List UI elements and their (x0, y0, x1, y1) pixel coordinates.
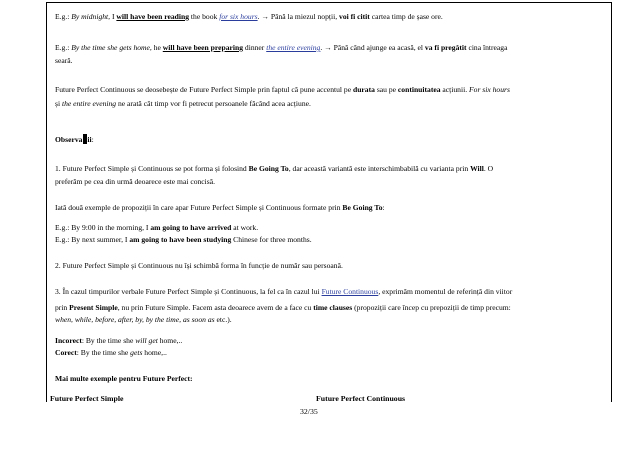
note-3-line-1 (55, 285, 605, 298)
text: și (55, 99, 62, 108)
text: I (110, 12, 117, 21)
future-continuous-link[interactable]: Future Continuous (321, 287, 379, 296)
text: home,.. (142, 348, 167, 357)
translation-verb: voi fi citit (339, 12, 370, 21)
section-heading-observatii (55, 133, 605, 146)
text: E.g.: By next summer, I (55, 235, 130, 244)
text: (propoziții care încep cu prepoziții de timp precum: (352, 303, 511, 312)
page-number: 32/35 (300, 407, 318, 416)
text: E.g.: (55, 43, 72, 52)
more-examples-heading (55, 372, 605, 385)
text: , exprimăm momentul de referință din viitor (378, 287, 513, 296)
verb-phrase: will have been reading (116, 12, 190, 21)
keyword-be-going-to: Be Going To (342, 203, 383, 212)
text: : (382, 203, 385, 212)
text: , dar această variantă este interschimbabilă cu varianta prin (288, 164, 471, 173)
text: ii (87, 135, 92, 144)
text: sau pe (374, 85, 398, 94)
text: , nu prin Future Simple. Facem asta deoarece avem de a face cu (117, 303, 314, 312)
text: 1. Future Perfect Simple și Continuous se pot forma și folosind (55, 164, 249, 173)
verb-phrase: am going to have arrived (150, 223, 232, 232)
text: . O (483, 164, 494, 173)
translation-verb: va fi pregătit (424, 43, 467, 52)
text: ne arată cât timp vor fi petrecut persoanele făcând acea acțiune. (116, 99, 311, 108)
text: . → Până la miezul nopții, (257, 12, 340, 21)
text: seară. (55, 56, 73, 65)
table-border-right (611, 2, 612, 402)
keyword-durata: durata (352, 85, 375, 94)
duration-phrase: for six hours (219, 12, 258, 21)
text: cartea timp de șase ore. (369, 12, 443, 21)
incorrect-label: Incorect (55, 336, 82, 345)
text: . → Până când ajunge ea acasă, el (320, 43, 425, 52)
text: Observa (55, 135, 83, 144)
note-2 (55, 259, 605, 272)
table-border-top (46, 2, 611, 3)
example-by-the-time-cont (55, 54, 605, 67)
note-1-line-1 (55, 162, 605, 175)
text: E.g.: (55, 12, 72, 21)
keyword-time-clauses: time clauses (313, 303, 353, 312)
correct-label: Corect (55, 348, 77, 357)
text: etc.). (214, 315, 232, 324)
correct-example (55, 346, 605, 359)
text: Mai multe exemple pentru Future Perfect: (55, 374, 193, 383)
column-header-continuous: Future Perfect Continuous (316, 394, 406, 403)
text: Chinese for three months. (231, 235, 312, 244)
example-by-midnight (55, 10, 605, 23)
text: when, while, before, after, by, by the time, as soon as (55, 315, 215, 324)
note-1-line-2 (55, 175, 605, 188)
text: : By the time she (76, 348, 131, 357)
text: 2. Future Perfect Simple și Continuous nu își schimbă forma în funcție de număr sau persoană. (55, 261, 343, 270)
keyword-will: Will (470, 164, 484, 173)
text: By the time she gets home, (71, 43, 152, 52)
column-header-simple: Future Perfect Simple (50, 394, 124, 403)
duration-phrase: the entire evening (266, 43, 321, 52)
text: cina întreaga (466, 43, 508, 52)
verb-phrase: will have been preparing (162, 43, 244, 52)
text: E.g.: By 9:00 in the morning, I (55, 223, 151, 232)
text: the book (189, 12, 220, 21)
going-to-intro (55, 201, 605, 214)
text: preferăm pe cea din urmă deoarece este mai concisă. (55, 177, 216, 186)
keyword-be-going-to: Be Going To (248, 164, 289, 173)
text: at work. (231, 223, 259, 232)
explanation-line-2 (55, 97, 605, 110)
text: Future Perfect Continuous se deosebește de Future Perfect Simple prin faptul că pune accentul pe (55, 85, 353, 94)
example-by-the-time (55, 41, 605, 54)
text: 3. În cazul timpurilor verbale Future Perfect Simple și Continuous, la fel ca în cazul lui (55, 287, 322, 296)
text: By midnight, (71, 12, 111, 21)
text: will get (135, 336, 158, 345)
text: : (91, 135, 94, 144)
text: dinner (243, 43, 267, 52)
table-border-left (46, 2, 47, 402)
text: gets (130, 348, 143, 357)
explanation-line-1 (55, 83, 605, 96)
text: prin (55, 303, 70, 312)
text: home,.. (157, 336, 183, 345)
verb-phrase: am going to have been studying (129, 235, 232, 244)
text: he (151, 43, 163, 52)
keyword-continuitatea: continuitatea (397, 85, 441, 94)
text: For six hours (469, 85, 510, 94)
text: Iată două exemple de propoziții în care apar Future Perfect Simple și Continuous formate prin (55, 203, 343, 212)
text: acțiunii. (440, 85, 470, 94)
going-to-example-2 (55, 233, 605, 246)
text: the entire evening (61, 99, 117, 108)
keyword-present-simple: Present Simple (69, 303, 118, 312)
note-3-line-3 (55, 313, 605, 326)
text: : By the time she (81, 336, 136, 345)
